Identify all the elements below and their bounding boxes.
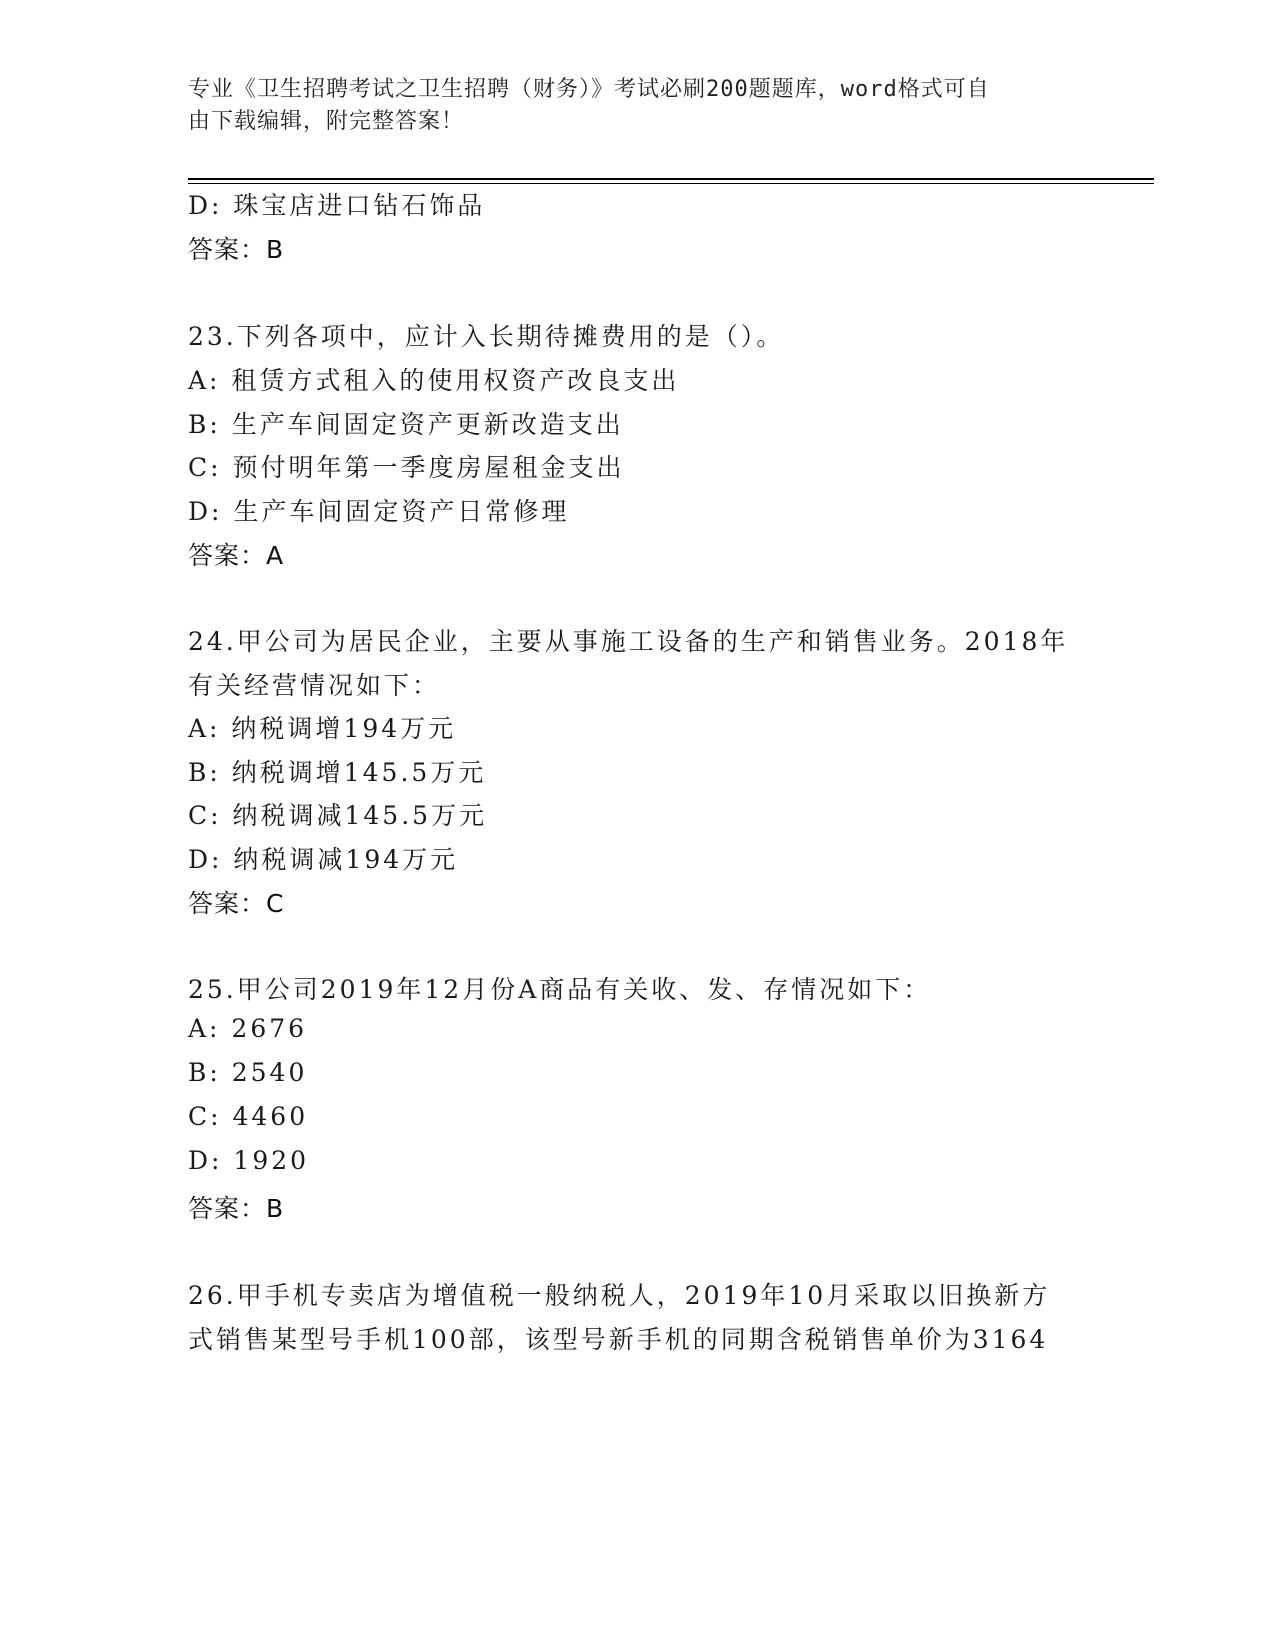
prev-answer: 答案：B [188,235,285,264]
q24-option-a: A: 纳税调增194万元 [188,714,457,743]
q25-option-d: D: 1920 [188,1146,310,1175]
q23-answer: 答案：A [188,541,285,570]
header-divider-thick [188,178,1154,180]
header-line-1: 专业《卫生招聘考试之卫生招聘（财务）》考试必刷200题题库，word格式可自 [188,77,990,102]
q23-option-c: C: 预付明年第一季度房屋租金支出 [188,453,625,482]
q25-answer: 答案：B [188,1194,285,1223]
q23-stem: 23.下列各项中，应计入长期待摊费用的是（）。 [188,322,785,351]
prev-option-d: D: 珠宝店进口钻石饰品 [188,191,486,220]
q25-option-c: C: 4460 [188,1102,309,1131]
q23-option-b: B: 生产车间固定资产更新改造支出 [188,410,624,439]
q25-option-a: A: 2676 [188,1014,308,1043]
header-line-2: 由下载编辑，附完整答案！ [188,109,465,134]
q24-option-d: D: 纳税调减194万元 [188,845,459,874]
header-divider-thin [188,183,1154,184]
q23-option-a: A: 租赁方式租入的使用权资产改良支出 [188,366,680,395]
q24-option-b: B: 纳税调增145.5万元 [188,758,487,787]
q24-answer: 答案：C [188,889,285,918]
q25-option-b: B: 2540 [188,1058,308,1087]
q26-stem-line-2: 式销售某型号手机100部，该型号新手机的同期含税销售单价为3164 [188,1325,1049,1354]
document-header [188,74,1068,138]
q26-stem-line-1: 26.甲手机专卖店为增值税一般纳税人，2019年10月采取以旧换新方 [188,1281,1051,1310]
q25-stem: 25.甲公司2019年12月份A商品有关收、发、存情况如下： [188,975,932,1004]
q24-option-c: C: 纳税调减145.5万元 [188,801,488,830]
q23-option-d: D: 生产车间固定资产日常修理 [188,497,570,526]
q24-stem-line-1: 24.甲公司为居民企业，主要从事施工设备的生产和销售业务。2018年 [188,627,1069,656]
q24-stem-line-2: 有关经营情况如下： [188,671,441,700]
